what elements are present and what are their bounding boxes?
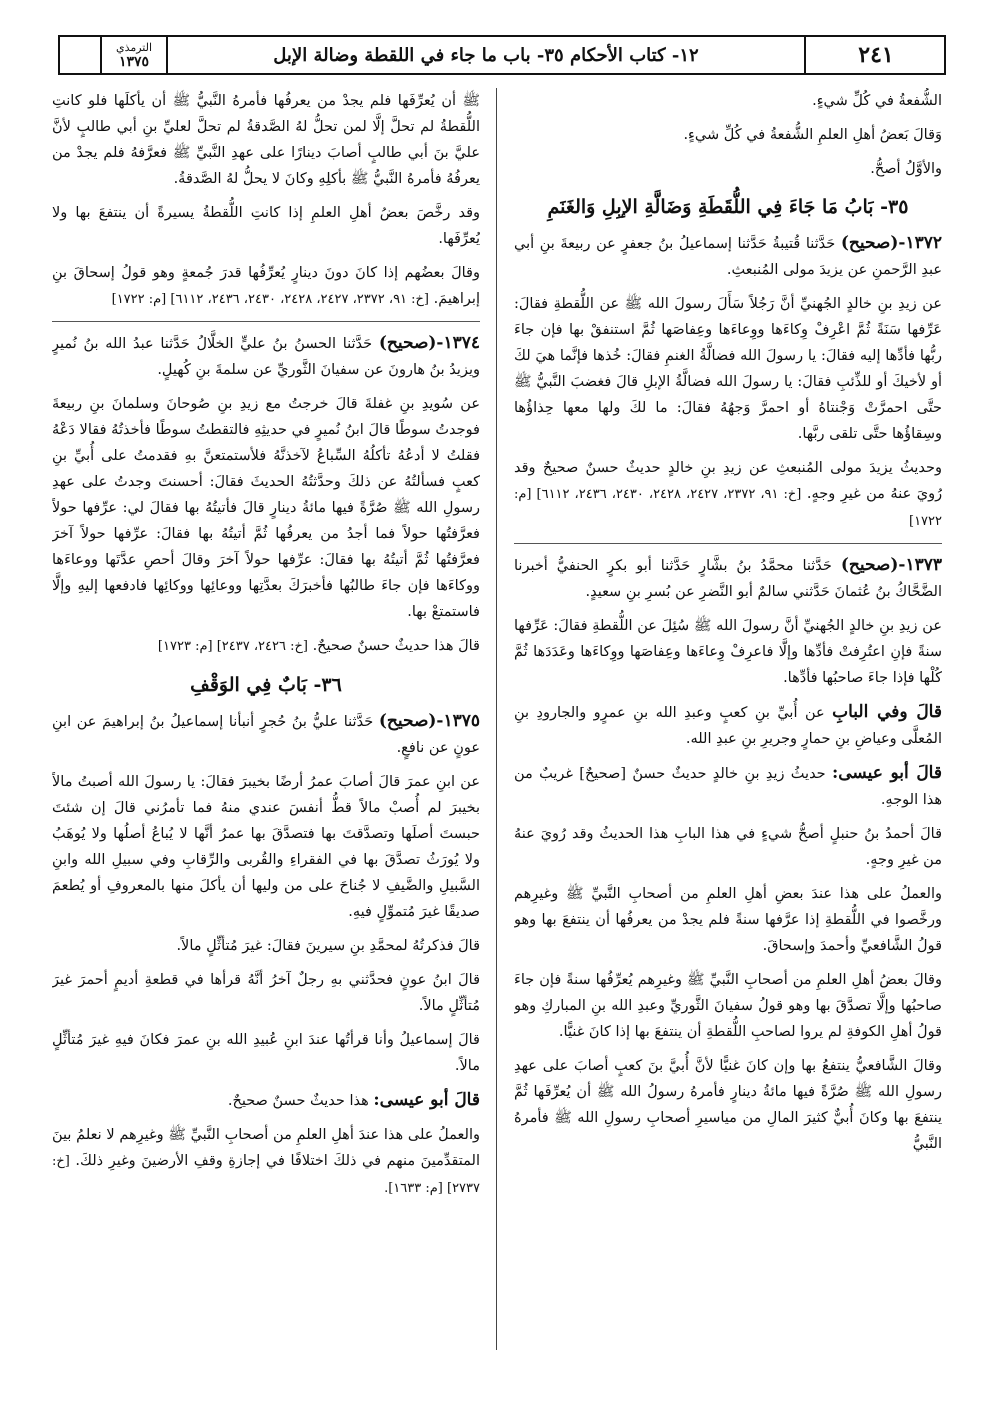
reference: [خ: ٩١، ٢٣٧٢، ٢٤٢٧، ٢٤٢٨، ٢٤٣٠، ٢٤٣٦، ٦١١٢] [م: ١٧٢٢] [111, 292, 430, 307]
paragraph: ﷺ أن يُعرِّفَها فلم يجدْ من يعرفُها فأمرهُ النَّبيُّ ﷺ أن يأكلَها فلو كانتِ اللُّقطةُ لم تحلَّ إلَّا لمن تحلُّ لهُ الصَّدقةُ لم تحلَّ لعليِّ بنِ أبي طالبٍ لأنَّ عليَّ بنَ أبي طالبٍ أصابَ دينارًا على عهدِ النَّبيِّ ﷺ فعرَّفهُ فلم يجدْ من يعرفُهُ فأمرهُ النَّبيُّ ﷺ بأكلِهِ وكانَ لا يحلُّ لهُ الصَّدقةُ. [52, 93, 480, 187]
paragraph: الشُّفعةُ في كُلِّ شيءٍ. [812, 93, 942, 109]
hadith-body: عن زيدِ بنِ خالدٍ الجُهنيِّ أنَّ رسولَ الله ﷺ سُئِلَ عن اللُّقطةِ فقالَ: عَرِّفها سنةً فإنِ اعتُرِفتْ فأدِّها وإلَّا فاعرِفْ وِعاءَها وعِفاصَها ووِكاءَها وعَدَدَها ثُمَّ كُلْها فإذا جاءَ صاحبُها فأدِّها. [514, 618, 942, 686]
abu-isa-text: هذا حديثٌ حسنٌ صحيحٌ. [227, 1093, 369, 1109]
hadith-1374 [52, 330, 480, 383]
paragraph: قالَ ابنُ عونٍ فحدَّثني بهِ رجلٌ آخرُ أنَّهُ قرأها في قطعةِ أديمٍ أحمرَ غيرَ مُتأثِّلٍ مالاً. [52, 972, 480, 1014]
abu-isa-label: قالَ أبو عيسى: [831, 763, 942, 783]
hadith-number: ١٣٧٣-(صحيح) [840, 555, 942, 575]
paragraph: وقد رخَّصَ بعضُ أهلِ العلمِ إذا كانتِ اللُّقطةُ يسيرةً أن ينتفعَ بها ولا يُعرِّفَها. [52, 205, 480, 247]
abu-isa-note [52, 1087, 480, 1114]
source-name: الترمذي [115, 41, 153, 54]
source-number: ١٣٧٥ [118, 54, 150, 70]
bab-note [514, 699, 942, 752]
hadith-number: ١٣٧٥-(صحيح) [378, 711, 480, 731]
paragraph: قالَ أحمدُ بنُ حنبلٍ أصحُّ شيءٍ في هذا البابِ هذا الحديثُ وقد رُويَ عنهُ من غيرِ وجهٍ. [514, 826, 942, 868]
reference: [خ: ٩١، ٢٣٧٢، ٢٤٢٧، ٢٤٢٨، ٢٤٣٠، ٢٤٣٦، ٦١١٢] [م: ١٧٢٢] [514, 487, 942, 529]
header-divider [100, 37, 102, 73]
right-column [514, 88, 942, 1378]
paragraph: قالَ إسماعيلُ وأنا قرأتُها عندَ ابنِ عُبيدِ الله بنِ عمرَ فكانَ فيهِ غيرَ مُتأثِّلٍ مالاً. [52, 1032, 480, 1074]
paragraph: والعملُ على هذا عندَ بعضِ أهلِ العلمِ من أصحابِ النَّبيِّ ﷺ وغيرِهم ورخَّصوا في اللُّقطةِ إذا عرَّفها سنةً فلم يجدْ من يعرفُها أن ينتفعَ بها وهو قولُ الشَّافعيِّ وأحمدَ وإسحاقَ. [514, 886, 942, 954]
page-header [58, 35, 946, 75]
hadith-body: عن ابنِ عمرَ قالَ أصابَ عمرُ أرضًا بخيبرَ فقالَ: يا رسولَ الله أصبتُ مالاً بخيبرَ لم أُصبْ مالاً قطُّ أنفسَ عندي منهُ فما تأمرُني قالَ إن شئتَ حبستَ أصلَها وتصدَّقتَ بها فتصدَّقَ بها عمرُ أنَّها لا يُباعُ أصلُها ولا يُوهَبُ ولا يُورَثُ تصدَّقَ بها في الفقراءِ والقُربى والرِّقابِ وفي سبيلِ الله وابنِ السَّبيلِ والضَّيفِ لا جُناحَ على من وليها أن يأكلَ منها بالمعروفِ أو يُطعمَ صديقًا غيرَ مُتموِّلٍ فيهِ. [52, 774, 480, 920]
hadith-chain: حَدَّثنا محمَّدُ بنُ بشَّارٍ حَدَّثنا أبو بكرٍ الحنفيُّ أخبرنا الضَّحَّاكُ بنُ عُثمانَ حَدَّثني سالمٌ أبو النَّضرِ عن بُسرِ بنِ سعيدٍ. [514, 558, 942, 600]
closing-paragraph [52, 1122, 480, 1202]
paragraph-text: والعملُ على هذا عندَ أهلِ العلمِ من أصحابِ النَّبيِّ ﷺ وغيرِهم لا نعلمُ بينَ المتقدِّمينَ منهم في ذلكَ اختلافًا في إجازةِ وقفِ الأرضينَ وغيرِ ذلكَ. [52, 1127, 480, 1169]
paragraph-with-ref [52, 260, 480, 313]
chapter-heading-36: ٣٦- بَابٌ فِي الوَقْفِ [190, 674, 342, 696]
hadith-1372 [514, 230, 942, 283]
hadith-1375 [52, 708, 480, 761]
hadith-note [514, 455, 942, 535]
chapter-heading-35: ٣٥- بَابُ مَا جَاءَ فِي اللُّقَطَةِ وَضَالَّةِ الإبِلِ وَالغَنَمِ [547, 196, 909, 218]
hadith-number: ١٣٧٤-(صحيح) [378, 333, 480, 353]
abu-isa-label: قالَ أبو عيسى: [373, 1090, 480, 1110]
header-divider [166, 37, 168, 73]
hadith-body: عن سُويدِ بنِ غفلةَ قالَ خرجتُ مع زيدِ بنِ صُوحانَ وسلمانَ بنِ ربيعةَ فوجدتُ سوطًا قالَ ابنُ نُميرٍ في حديثِهِ فالتقطتُ سوطًا فأخذتُهُ فقالا دَعْهُ فقلتُ لا أدعُهُ تأكلُهُ السِّباعُ لآخذنَّهُ فلأستمتعنَّ بهِ فقدمتُ على أُبيِّ بنِ كعبٍ فسألتُهُ عن ذلكَ وحدَّثتُهُ الحديثَ فقالَ: أحسنتَ وجدتُ على عهدِ رسولِ الله ﷺ صُرَّةً فيها مائةُ دينارٍ قالَ فأتيتُهُ بها فقالَ لي: عرِّفها حولاً فعرَّفتُها حولاً فما أجدُ من يعرفُها ثُمَّ أتيتُهُ بها فقالَ: عرِّفها حولاً آخرَ فعرَّفتُها ثُمَّ أتيتُهُ بها فقالَ: عرِّفها حولاً آخرَ وقالَ أحصِ عدَّتَها ووعاءَها ووكاءَها فإن جاءَ طالبُها فأخبرَكَ بعدَّتِها ووعائِها ووكائِها فادفعها إليهِ وإلَّا فاستمتعْ بها. [52, 396, 480, 620]
paragraph: وقالَ الشَّافعيُّ ينتفعُ بها وإن كانَ غنيًّا لأنَّ أُبيَّ بنَ كعبٍ أصابَ على عهدِ رسولِ الله ﷺ صُرَّةً فيها مائةُ دينارٍ فأمرهُ رسولُ الله ﷺ أن يُعرِّفَها ثُمَّ ينتفعَ بها وكانَ أُبيٌّ كثيرَ المالِ من مياسيرِ أصحابِ رسولِ الله ﷺ فأمرهُ النَّبيُّ [514, 1058, 942, 1152]
reference: [خ: ٢٧٣٧] [م: ١٦٣٣]. [52, 1154, 480, 1196]
column-divider [496, 88, 497, 1350]
note-text: وحديثُ يزيدَ مولى المُنبعثِ عن زيدِ بنِ خالدٍ حديثٌ حسنٌ صحيحٌ وقد رُويَ عنهُ من غيرِ وجهٍ. [514, 460, 942, 502]
hadith-chain: حَدَّثنا قُتيبةُ حَدَّثنا إسماعيلُ بنُ جعفرٍ عن ربيعةَ بنِ أبي عبدِ الرَّحمنِ عن يزيدَ مولى المُنبعثِ. [514, 236, 942, 278]
bab-text: عن أُبيِّ بنِ كعبٍ وعبدِ الله بنِ عمرٍو والجارودِ بنِ المُعلَّى وعياضِ بنِ حمارٍ وجريرِ بنِ عبدِ الله. [514, 705, 942, 747]
paragraph: وَقالَ بَعضُ أهلِ العلمِ الشُّفعةُ في كُلِّ شيءٍ. [683, 127, 942, 143]
separator-line [514, 543, 942, 544]
paragraph: قالَ فذكرتُهُ لمحمَّدِ بنِ سيرينَ فقالَ: غيرَ مُتأثِّلٍ مالاً. [176, 938, 480, 954]
hadith-note [52, 633, 480, 660]
hadith-body: عن زيدِ بنِ خالدٍ الجُهنيِّ أنَّ رَجُلاً سَأَلَ رسولَ الله ﷺ عن اللُّقطةِ فقالَ: عَرِّفها سَنَةً ثُمَّ اعْرِفْ وِكاءَها ووِعاءَها وعِفاصَها ثُمَّ استنفقْ بها فإن جاءَ ربُّها فأدِّها إليه فقالَ: يا رسولَ الله فضالَّةُ الغنمِ فقالَ: خُذها فإنَّما هيَ لكَ أو لأخيكَ أو للذِّئبِ فقالَ: يا رسولَ الله فضالَّةُ الإبلِ قالَ فغضبَ النَّبيُّ ﷺ حتَّى احمرَّتْ وَجْنتاهُ أو احمرَّ وَجهُهُ فقالَ: ما لكَ ولها معها حِذاؤُها وسِقاؤُها حتَّى تلقى ربَّها. [514, 296, 942, 442]
left-column [52, 88, 480, 1378]
source-reference [102, 37, 166, 73]
running-title: ١٢- كتاب الأحكام ٣٥- باب ما جاء في اللقطة وضالة الإبل [273, 44, 699, 66]
page-number: ٢٤١ [858, 42, 894, 68]
hadith-chain: حَدَّثنا عليُّ بنُ حُجرٍ أنبأنا إسماعيلُ بنُ إبراهيمَ عن ابنِ عونٍ عن نافعٍ. [52, 714, 480, 756]
bab-label: قالَ وفي البابِ [832, 702, 942, 722]
abu-isa-note [514, 760, 942, 813]
note-text: قالَ هذا حديثٌ حسنٌ صحيحٌ. [312, 638, 480, 654]
paragraph-text: وقالَ بعضُهم إذا كانَ دونَ دينارٍ يُعرِّفُها قدرَ جُمعةٍ وهو قولُ إسحاقَ بنِ إبراهيمَ. [52, 265, 480, 307]
reference: [خ: ٢٤٢٦، ٢٤٣٧] [م: ١٧٢٣] [157, 639, 308, 654]
abu-isa-text: حديثُ زيدِ بنِ خالدٍ حديثٌ حسنٌ [صحيحٌ] غريبٌ من هذا الوجهِ. [514, 766, 942, 808]
separator-line [52, 321, 480, 322]
paragraph: والأوَّلُ أصحُّ. [870, 161, 942, 177]
hadith-chain: حَدَّثنا الحسنُ بنُ عليٍّ الخلَّالُ حَدَّثنا عبدُ الله بنُ نُميرٍ ويزيدُ بنُ هارونَ عن سفيانَ الثَّوريِّ عن سلمةَ بنِ كُهيلٍ. [52, 336, 480, 378]
hadith-number: ١٣٧٢-(صحيح) [840, 233, 942, 253]
hadith-1373 [514, 552, 942, 605]
header-divider [804, 37, 806, 73]
paragraph: وقالَ بعضُ أهلِ العلمِ من أصحابِ النَّبيِّ ﷺ وغيرِهم يُعرِّفُها سنةً فإن جاءَ صاحبُها وإلَّا تصدَّقَ بها وهو قولُ سفيانَ الثَّوريِّ وعبدِ الله بنِ المباركِ وهو قولُ أهلِ الكوفةِ لم يروا لصاحبِ اللُّقطةِ أن ينتفعَ بها إذا كانَ غنيًّا. [514, 972, 942, 1040]
